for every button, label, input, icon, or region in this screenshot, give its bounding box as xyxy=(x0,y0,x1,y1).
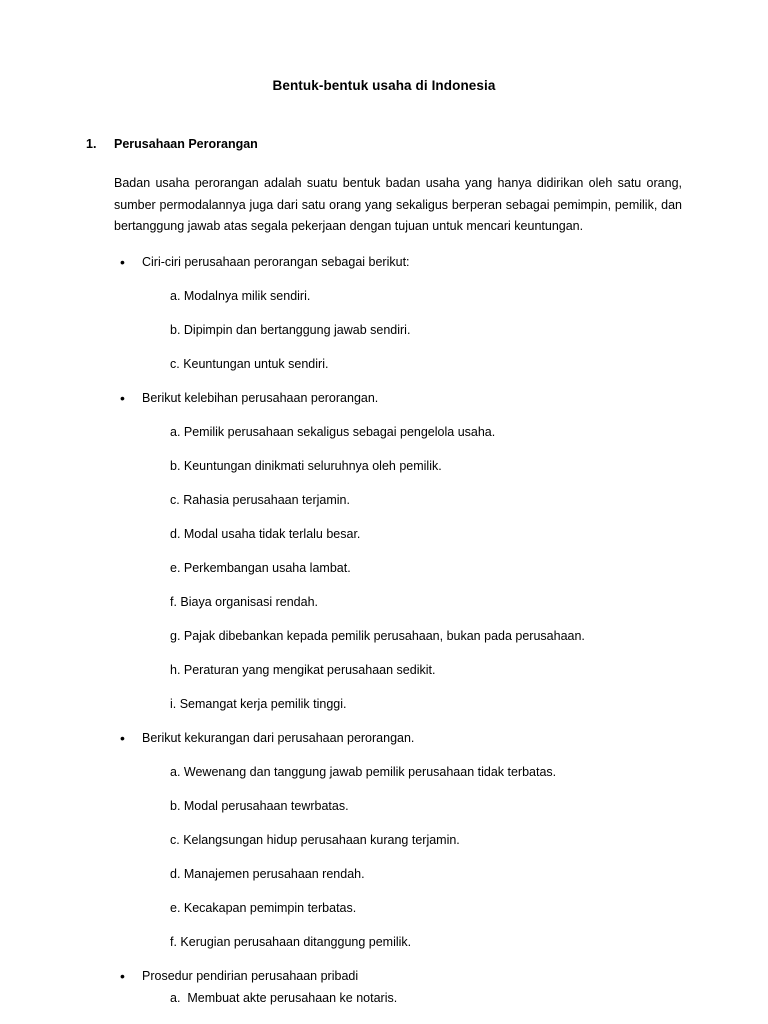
list-item-label: Ciri-ciri perusahaan perorangan sebagai berikut: xyxy=(142,254,410,269)
sub-list-item: a. Membuat akte perusahaan ke notaris. xyxy=(170,990,398,1005)
section-heading xyxy=(86,137,682,151)
bullet-dot-icon: • xyxy=(120,389,125,406)
sub-list-item: a. Pemilik perusahaan sekaligus sebagai pengelola usaha. xyxy=(170,424,496,439)
section-number: 1. xyxy=(86,137,97,151)
sub-list-item: e. Perkembangan usaha lambat. xyxy=(170,560,351,575)
sub-list-item: h. Peraturan yang mengikat perusahaan sedikit. xyxy=(170,662,436,677)
sub-list-item: d. Modal usaha tidak terlalu besar. xyxy=(170,526,361,541)
sub-list-item: c. Rahasia perusahaan terjamin. xyxy=(170,492,350,507)
page-title xyxy=(86,78,682,93)
sub-list-item: f. Kerugian perusahaan ditanggung pemilik. xyxy=(170,934,412,949)
sub-list-item: c. Keuntungan untuk sendiri. xyxy=(170,356,329,371)
document-title-text: Bentuk-bentuk usaha di Indonesia xyxy=(272,78,496,93)
section-heading-label: Perusahaan Perorangan xyxy=(114,137,258,151)
sub-list-item: d. Manajemen perusahaan rendah. xyxy=(170,866,365,881)
bullet-dot-icon: • xyxy=(120,729,125,746)
list-item xyxy=(114,966,682,986)
sub-list-item: c. Kelangsungan hidup perusahaan kurang terjamin. xyxy=(170,832,460,847)
sub-list-item: a. Wewenang dan tanggung jawab pemilik perusahaan tidak terbatas. xyxy=(170,764,557,779)
list-item-label: Berikut kekurangan dari perusahaan perorangan. xyxy=(142,730,415,745)
bullet-dot-icon: • xyxy=(120,967,125,984)
list-item-label: Prosedur pendirian perusahaan pribadi xyxy=(142,968,359,983)
sub-list-item: b. Modal perusahaan tewrbatas. xyxy=(170,798,349,813)
sub-list-item: a. Modalnya milik sendiri. xyxy=(170,288,311,303)
sub-list-item: g. Pajak dibebankan kepada pemilik perusahaan, bukan pada perusahaan. xyxy=(170,628,585,643)
sub-list-item: b. Keuntungan dinikmati seluruhnya oleh pemilik. xyxy=(170,458,442,473)
list-item xyxy=(114,728,682,748)
section-paragraph: Badan usaha perorangan adalah suatu bentuk badan usaha yang hanya didirikan oleh satu orang, sumber permodalannya juga dari satu orang yang sekaligus berperan sebagai pemimpin, pemilik, dan bertanggung jawab atas segala pekerjaan dengan tujuan untuk mencari keuntungan. xyxy=(114,176,682,233)
bullet-dot-icon: • xyxy=(120,253,125,270)
list-item-label: Berikut kelebihan perusahaan perorangan. xyxy=(142,390,379,405)
list-item xyxy=(114,388,682,408)
sub-list-item: i. Semangat kerja pemilik tinggi. xyxy=(170,696,347,711)
bullet-list xyxy=(86,252,682,1008)
sub-list-item: e. Kecakapan pemimpin terbatas. xyxy=(170,900,357,915)
sub-list-item: f. Biaya organisasi rendah. xyxy=(170,594,319,609)
sub-list-item: b. Dipimpin dan bertanggung jawab sendiri. xyxy=(170,322,411,337)
list-item xyxy=(114,252,682,272)
